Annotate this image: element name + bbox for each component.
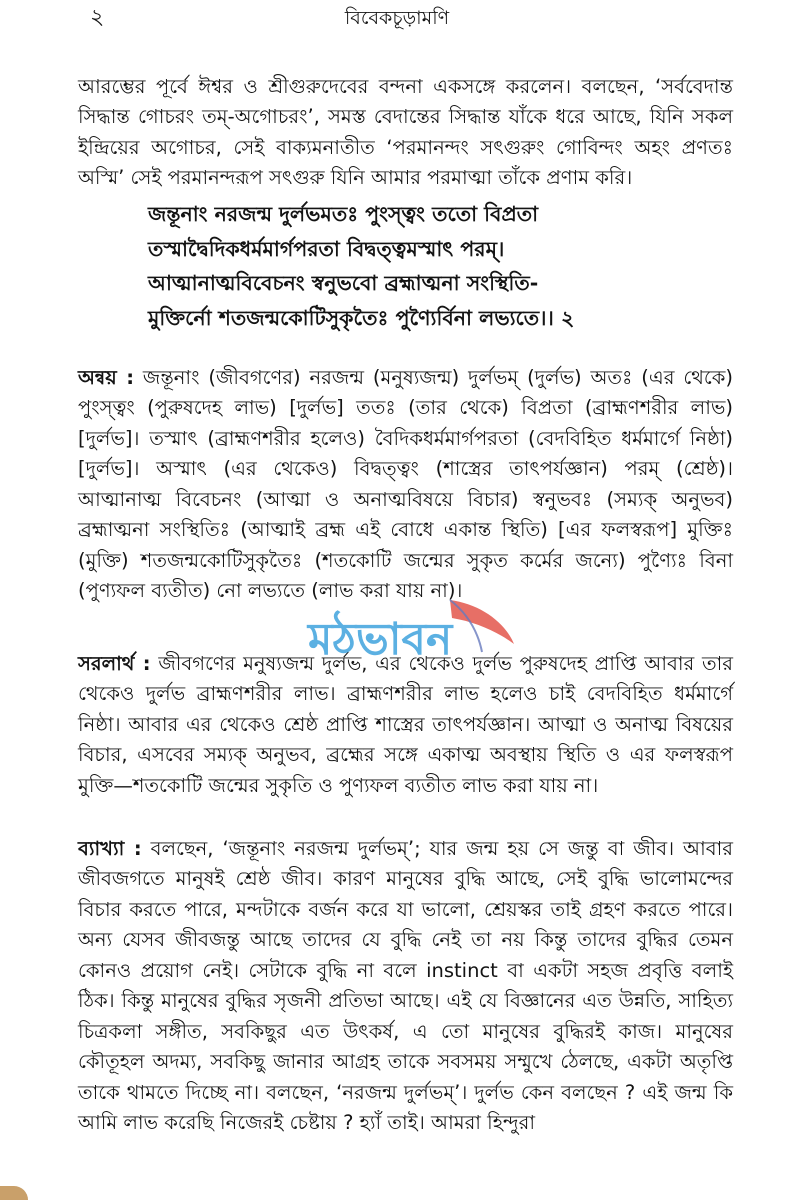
page-number: ২ bbox=[90, 5, 105, 30]
sanskrit-verse bbox=[148, 197, 728, 335]
running-title: বিবেকচূড়ামণি bbox=[344, 7, 450, 29]
intro-paragraph: আরম্ভের পূর্বে ঈশ্বর ও শ্রীগুরুদেবের বন্দনা একসঙ্গে করলেন। বলছেন, ‘সর্ববেদান্ত সিদ্ধান্ত গোচরং তম্-অগোচরং’, সমস্ত বেদান্তের সিদ্ধান্ত যাঁকে ধরে আছে, যিনি সকল ইন্দ্রিয়ের অগোচর, সেই বাক্যমনাতীত ‘পরমানন্দং সৎগুরুং গোবিন্দং অহং প্রণতঃ অস্মি’ সেই পরমানন্দরূপ সৎগুরু যিনি আমার পরমাত্মা তাঁকে প্রণাম করি। bbox=[78, 74, 733, 189]
anvaya-paragraph bbox=[78, 363, 733, 607]
verse-line-2: তস্মাদ্বৈদিকধর্মমার্গপরতা বিদ্বত্ত্বমস্মাৎ পরম্। bbox=[148, 236, 505, 261]
watermark-feather-icon bbox=[450, 600, 514, 644]
anvaya-text: জন্তূনাং (জীবগণের) নরজন্ম (মনুষ্যজন্ম) দুর্লভম্ (দুর্লভ) অতঃ (এর থেকে) পুংস্ত্বং (পুরুষদেহ লাভ) [দুর্লভ] ততঃ (তার থেকে) বিপ্রতা (ব্রাহ্মণশরীর লাভ) [দুর্লভ]। তস্মাৎ (ব্রাহ্মণশরীর হলেও) বৈদিকধর্মমার্গপরতা (বেদবিহিত ধর্মমার্গে নিষ্ঠা) [দুর্লভ]। অস্মাৎ (এর থেকেও) বিদ্বত্ত্বং (শাস্ত্রের তাৎপর্যজ্ঞান) পরম্ (শ্রেষ্ঠ)। আত্মানাত্ম বিবেচনং (আত্মা ও অনাত্মবিষয়ে বিচার) স্বনুভবঃ (সম্যক্ অনুভব) ব্রহ্মাত্মনা সংস্থিতিঃ (আত্মাই ব্রহ্ম এই বোধে একান্ত স্থিতি) [এর ফলস্বরূপ] মুক্তিঃ (মুক্তি) শতজন্মকোটিসুকৃতৈঃ (শতকোটি জন্মের সুকৃত কর্মের জন্যে) পুণ্যৈঃ বিনা (পুণ্যফল ব্যতীত) নো লভ্যতে (লাভ করা যায় না)। bbox=[78, 365, 733, 602]
anvaya-label: অন্বয় : bbox=[78, 365, 134, 389]
page-header bbox=[0, 0, 794, 40]
watermark-lettering: মঠভাবন bbox=[308, 614, 453, 665]
publisher-watermark-logo bbox=[300, 592, 520, 682]
saralartha-label: সরলার্থ : bbox=[78, 651, 151, 675]
verse-line-3: আত্মানাত্মবিবেচনং স্বনুভবো ব্রহ্মাত্মনা সংস্থিতি- bbox=[148, 271, 539, 295]
saralartha-text: জীবগণের মনুষ্যজন্ম দুর্লভ, এর থেকেও দুর্লভ পুরুষদেহ প্রাপ্তি আবার তার থেকেও দুর্লভ ব্রাহ্মণশরীর লাভ। ব্রাহ্মণশরীর লাভ হলেও চাই বেদবিহিত ধর্মমার্গে নিষ্ঠা। আবার এর থেকেও শ্রেষ্ঠ প্রাপ্তি শাস্ত্রের তাৎপর্যজ্ঞান। আত্মা ও অনাত্ম বিষয়ের বিচার, এসবের সম্যক্ অনুভব, ব্রহ্মের সঙ্গে একাত্ম অবস্থায় স্থিতি ও এর ফলস্বরূপ মুক্তি—শতকোটি জন্মের সুকৃতি ও পুণ্যফল ব্যতীত লাভ করা যায় না। bbox=[78, 651, 733, 797]
page-corner-mark bbox=[0, 1186, 28, 1200]
vyakhya-label: ব্যাখ্যা : bbox=[78, 836, 142, 860]
vyakhya-paragraph bbox=[78, 834, 733, 1139]
verse-line-1: জন্তূনাং নরজন্ম দুর্লভমতঃ পুংস্ত্বং ততো বিপ্রতা bbox=[148, 202, 539, 226]
vyakhya-text: বলছেন, ‘জন্তূনাং নরজন্ম দুর্লভম্’; যার জন্ম হয় সে জন্তু বা জীব। আবার জীবজগতে মানুষই শ্রেষ্ঠ জীব। কারণ মানুষের বুদ্ধি আছে, সেই বুদ্ধি ভালোমন্দের বিচার করতে পারে, মন্দটাকে বর্জন করে যা ভালো, শ্রেয়স্কর তাই গ্রহণ করতে পারে। অন্য যেসব জীবজন্তু আছে তাদের যে বুদ্ধি নেই তা নয় কিন্তু তাদের বুদ্ধির তেমন কোনও প্রয়োগ নেই। সেটাকে বুদ্ধি না বলে instinct বা একটা সহজ প্রবৃত্তি বলাই ঠিক। কিন্তু মানুষের বুদ্ধির সৃজনী প্রতিভা আছে। এই যে বিজ্ঞানের এত উন্নতি, সাহিত্য চিত্রকলা সঙ্গীত, সবকিছুর এত উৎকর্ষ, এ তো মানুষের বুদ্ধিরই কাজ। মানুষের কৌতূহল অদম্য, সবকিছু জানার আগ্রহ তাকে সবসময় সম্মুখে ঠেলছে, একটা অতৃপ্তি তাকে থামতে দিচ্ছে না। বলছেন, ‘নরজন্ম দুর্লভম্’। দুর্লভ কেন বলছেন ? এই জন্ম কি আমি লাভ করেছি নিজেরই চেষ্টায় ? হ্যাঁ তাই। আমরা হিন্দুরা bbox=[78, 836, 733, 1134]
verse-line-4: মুক্তির্নো শতজন্মকোটিসুকৃতৈঃ পুণ্যৈর্বিনা লভ্যতে।। ২ bbox=[148, 305, 575, 330]
